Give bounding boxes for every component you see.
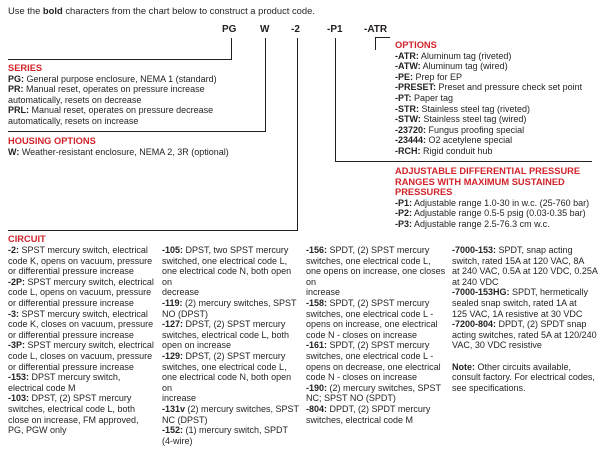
circuit-line: -152: (1) mercury switch, SPDT (162, 425, 289, 436)
circuit-column-1 (8, 245, 158, 436)
circuit-line: at 240 VDC (452, 276, 499, 287)
circuit-line: -127: DPST, (2) SPST mercury (162, 319, 286, 330)
circuit-line: -131v (2) mercury switches, SPST (162, 403, 300, 414)
circuit-line: open on increase (162, 340, 232, 351)
options-item: -STR: Stainless steel tag (riveted) (395, 103, 531, 114)
circuit-note: consult factory. For electrical codes, (452, 372, 595, 383)
circuit-line: -7200-804: DPDT, (2) SPDT snap (452, 319, 587, 330)
circuit-line: -2P: SPST mercury switch, electrical (8, 276, 154, 287)
differential-heading-line: ADJUSTABLE DIFFERENTIAL PRESSURE (395, 166, 581, 176)
circuit-line: -161: SPDT, (2) SPST mercury (306, 340, 430, 351)
circuit-line: code K, closes on vacuum, pressure (8, 319, 154, 330)
intro-after: characters from the chart below to construct a product code. (62, 5, 315, 16)
circuit-line: -804: DPDT, (2) SPDT mercury (306, 403, 431, 414)
circuit-line: code N - closes on increase (306, 372, 418, 383)
intro-bold-word: bold (42, 5, 63, 16)
series-item: PRL: Manual reset, operates on pressure decrease (8, 105, 214, 116)
circuit-line: -2: SPST mercury switch, electrical (8, 245, 148, 255)
options-item: -ATR: Aluminum tag (riveted) (395, 50, 512, 61)
circuit-line: switched, one electrical code L, (162, 255, 288, 266)
circuit-line: increase (162, 393, 197, 404)
circuit-line: switches, one electrical code L - (306, 350, 434, 361)
connector-differential-h (335, 161, 592, 162)
series-item: automatically, resets on increase (8, 115, 139, 126)
circuit-line: close on increase, FM approved, (8, 414, 139, 425)
options-heading: OPTIONS (395, 40, 437, 50)
options-item: -PT: Paper tag (395, 92, 454, 103)
circuit-line: opens on decrease, one electrical (306, 361, 441, 372)
circuit-line: -158: SPDT, (2) SPST mercury (306, 297, 430, 308)
circuit-line: opens on increase, one electrical (306, 319, 438, 330)
circuit-note: see specifications. (452, 382, 526, 393)
connector-differential-v (335, 38, 336, 161)
options-item: -RCH: Rigid conduit hub (395, 145, 493, 156)
circuit-line: or differential pressure increase (8, 266, 134, 277)
circuit-line: switches, electrical code L, both (162, 329, 290, 340)
intro-before: Use the (8, 5, 43, 16)
options-item: -STW: Stainless steel tag (wired) (395, 114, 527, 125)
circuit-line: -7000-153HG: SPDT, hermetically (452, 287, 589, 298)
differential-item: -P1: Adjustable range 1.0-30 in w.c. (25-760 bar) (395, 197, 590, 208)
circuit-line: code L, closes on vacuum, pressure (8, 350, 153, 361)
circuit-line: -3P: SPST mercury switch, electrical (8, 340, 154, 351)
circuit-line: -105: DPST, two SPST mercury (162, 245, 289, 255)
series-section (8, 63, 288, 127)
circuit-line: switches, electrical code L, both (8, 403, 136, 414)
circuit-line: -190: (2) mercury switches, SPST (306, 382, 442, 393)
intro-text (8, 5, 315, 16)
housing-section (8, 136, 293, 157)
circuit-column-3 (306, 245, 456, 425)
circuit-line: -119: (2) mercury switches, SPST (162, 297, 297, 308)
connector-housing-h (8, 131, 266, 132)
options-section (395, 40, 595, 157)
connector-options-v (375, 38, 376, 50)
differential-heading-line: PRESSURES (395, 187, 453, 198)
circuit-heading: CIRCUIT (8, 234, 46, 244)
series-item: PG: General purpose enclosure, NEMA 1 (standard) (8, 73, 217, 84)
differential-item: -P3: Adjustable range 2.5-76.3 cm w.c. (395, 218, 550, 229)
circuit-line: sealed snap switch, rated 1A at (452, 297, 577, 308)
differential-heading-line: RANGES WITH MAXIMUM SUSTAINED (395, 176, 565, 187)
circuit-line: (4-wire) (162, 435, 193, 446)
circuit-line: -7000-153: SPDT, snap acting (452, 245, 573, 255)
differential-section (395, 166, 595, 230)
circuit-line: -129: DPST, (2) SPST mercury (162, 350, 286, 361)
housing-heading: HOUSING OPTIONS (8, 136, 96, 146)
connector-circuit-v (297, 38, 298, 231)
series-heading: SERIES (8, 63, 43, 73)
options-item: -PE: Prep for EP (395, 71, 463, 82)
circuit-line: NC; SPST NO (SPDT) (306, 393, 396, 404)
options-item: -PRESET: Preset and pressure check set point (395, 82, 583, 93)
circuit-line: at 240 VAC, 0.5A at 120 VDC, 0.25A (452, 266, 598, 277)
circuit-line: increase (306, 287, 341, 298)
circuit-line: -156: SPDT, (2) SPST mercury (306, 245, 430, 255)
circuit-line: -3: SPST mercury switch, electrical (8, 308, 148, 319)
circuit-line: VAC, 30 VDC resistive (452, 340, 542, 351)
connector-series-h (8, 59, 232, 60)
connector-circuit-h (8, 230, 298, 231)
circuit-line: or differential pressure increase (8, 329, 134, 340)
code-part-options: -ATR (364, 24, 388, 35)
circuit-line: one electrical code N, both open on (162, 372, 292, 393)
circuit-line: one opens on increase, one closes on (306, 266, 446, 287)
circuit-line: decrease (162, 287, 200, 298)
circuit-line: PG, PGW only (8, 425, 67, 436)
series-item: automatically, resets on decrease (8, 94, 142, 105)
circuit-line: or differential pressure increase (8, 361, 134, 372)
circuit-line: -103: DPST, (2) SPST mercury (8, 393, 132, 404)
options-item: -23444: O2 acetylene special (395, 135, 513, 146)
circuit-line: NO (DPST) (162, 308, 208, 319)
differential-item: -P2: Adjustable range 0.5-5 psig (0.03-0.35 bar) (395, 208, 586, 219)
circuit-line: 125 VAC, 1A resistive at 30 VDC (452, 308, 583, 319)
housing-item: W: Weather-resistant enclosure, NEMA 2, 3R (optional) (8, 146, 229, 157)
connector-options-h (375, 37, 390, 38)
circuit-line: switches, one electrical code L, (162, 361, 287, 372)
circuit-line: acting switches, rated 5A at 120/240 (452, 329, 597, 340)
circuit-line: switches, one electrical code L, (306, 255, 431, 266)
circuit-line: NC (DPST) (162, 414, 208, 425)
connector-series-v (231, 38, 232, 60)
circuit-note: Note: Other circuits available, (452, 361, 572, 372)
code-part-circuit: -2 (291, 24, 300, 35)
code-part-series: PG (222, 24, 237, 35)
code-part-differential: -P1 (327, 24, 343, 35)
circuit-column-2 (162, 245, 302, 446)
code-part-housing: W (260, 24, 270, 35)
circuit-line: or differential pressure increase (8, 297, 134, 308)
circuit-line: one electrical code N, both open on (162, 266, 292, 287)
circuit-line (452, 351, 598, 362)
options-item: -ATW: Aluminum tag (wired) (395, 61, 508, 72)
circuit-line: code K, opens on vacuum, pressure (8, 255, 153, 266)
circuit-line: switches, electrical code M (306, 414, 414, 425)
options-item: -23720: Fungus proofing special (395, 124, 525, 135)
circuit-line: -153: DPST mercury switch, (8, 372, 121, 383)
circuit-line: code L, opens on vacuum, pressure (8, 287, 152, 298)
circuit-line: electrical code M (8, 382, 76, 393)
circuit-line: switches, one electrical code L - (306, 308, 434, 319)
circuit-line: switch, rated 15A at 120 VAC, 8A (452, 255, 585, 266)
circuit-line: code N - closes on increase (306, 329, 418, 340)
series-item: PR: Manual reset, operates on pressure increase (8, 84, 205, 95)
circuit-column-4 (452, 245, 598, 393)
